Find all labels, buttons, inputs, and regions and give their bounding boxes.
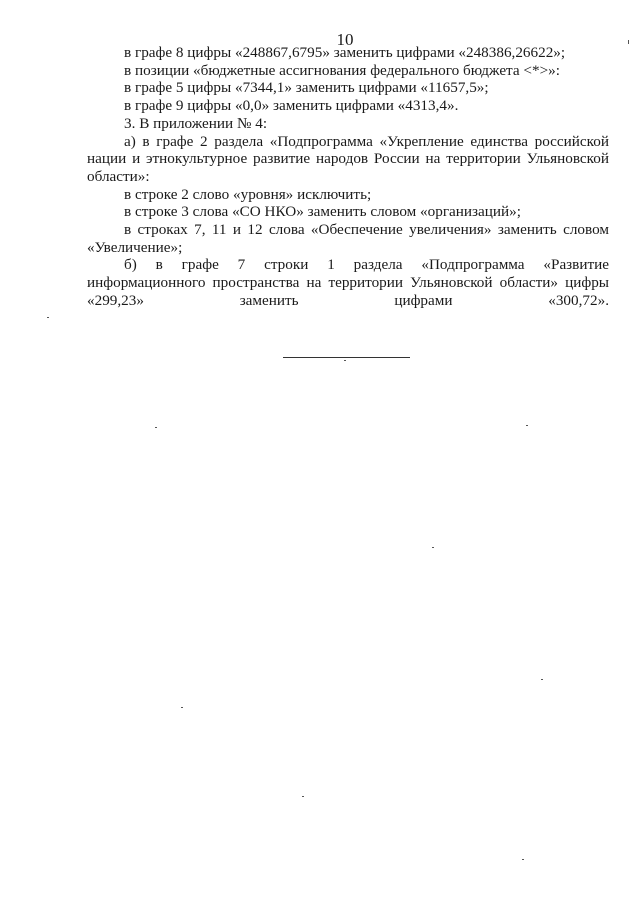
page-number: 10 bbox=[336, 30, 354, 49]
paragraph: в графе 8 цифры «248867,6795» заменить цифрами «248386,26622»; bbox=[124, 44, 566, 61]
paragraph: в позиции «бюджетные ассигнования федерального бюджета <*>»: bbox=[124, 61, 560, 79]
scan-speck bbox=[526, 425, 528, 426]
paragraph: в строках 7, 11 и 12 слова «Обеспечение увеличения» заменить словом «Увеличение»; bbox=[87, 221, 609, 256]
scan-speck bbox=[155, 427, 157, 428]
end-separator-line bbox=[283, 357, 410, 358]
scan-speck bbox=[628, 40, 629, 44]
paragraph: а) в графе 2 раздела «Подпрограмма «Укрепление единства российской нации и этнокультурное развитие народов России на территории Ульяновской области»: bbox=[87, 132, 609, 185]
scan-speck bbox=[344, 360, 346, 361]
scan-speck bbox=[541, 679, 543, 680]
scan-speck bbox=[522, 859, 524, 860]
paragraph: в строке 2 слово «уровня» исключить; bbox=[124, 185, 372, 203]
paragraph: в графе 5 цифры «7344,1» заменить цифрами «11657,5»; bbox=[124, 79, 489, 97]
scan-speck bbox=[302, 796, 304, 797]
scan-speck bbox=[181, 707, 183, 708]
scan-speck bbox=[47, 317, 49, 318]
document-body bbox=[87, 44, 609, 310]
paragraph: в графе 9 цифры «0,0» заменить цифрами «4313,4». bbox=[124, 97, 459, 115]
paragraph: б) в графе 7 строки 1 раздела «Подпрограмма «Развитие информационного пространства на территории Ульяновской области» цифры «299,23» заменить цифрами «300,72». bbox=[87, 256, 609, 309]
paragraph: 3. В приложении № 4: bbox=[124, 114, 268, 132]
scan-speck bbox=[432, 547, 434, 548]
paragraph: в строке 3 слова «СО НКО» заменить словом «организаций»; bbox=[124, 203, 521, 221]
